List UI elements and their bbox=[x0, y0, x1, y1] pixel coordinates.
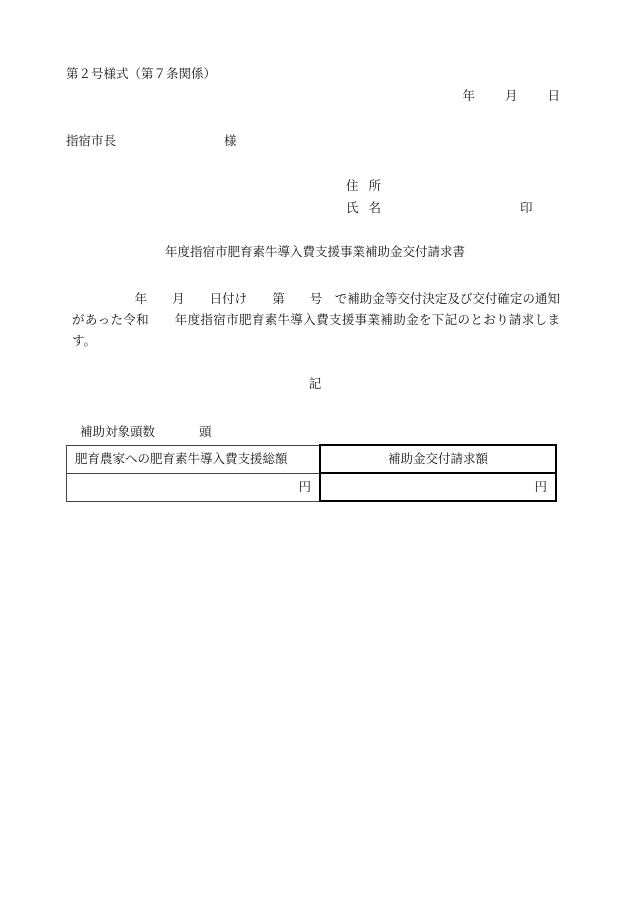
body-paragraph: 年 月 日付け 第 号 で補助金等交付決定及び交付確定の通知があった令和 年度指宿市肥育素牛導入費支援事業補助金を下記のとおり請求します。 bbox=[72, 291, 560, 348]
table-header-row bbox=[67, 445, 557, 473]
date-month: 月 bbox=[504, 88, 518, 103]
head-count bbox=[80, 424, 212, 440]
date-year: 年 bbox=[462, 88, 475, 103]
total-support-amount-cell[interactable]: 円 bbox=[67, 473, 321, 501]
date-day: 日 bbox=[547, 88, 560, 103]
form-number: 第２号様式（第７条関係） bbox=[66, 66, 217, 81]
table-value-row bbox=[67, 473, 557, 501]
addressee bbox=[66, 133, 237, 149]
claim-amount-cell[interactable]: 円 bbox=[320, 473, 556, 501]
ki-heading: 記 bbox=[308, 376, 322, 391]
addressee-honorific: 様 bbox=[224, 133, 237, 148]
head-count-label: 補助対象頭数 bbox=[80, 424, 156, 439]
seal-mark: 印 bbox=[520, 200, 533, 215]
header-total-support: 肥育農家への肥育素牛導入費支援総額 bbox=[67, 445, 321, 473]
address-label: 住所 bbox=[346, 178, 392, 193]
addressee-name: 指宿市長 bbox=[66, 133, 117, 148]
name-label: 氏名 bbox=[346, 200, 392, 215]
date-line bbox=[462, 88, 560, 104]
document-title: 年度指宿市肥育素牛導入費支援事業補助金交付請求書 bbox=[164, 244, 465, 259]
header-claim-amount: 補助金交付請求額 bbox=[320, 445, 556, 473]
head-count-unit: 頭 bbox=[199, 424, 212, 439]
amounts-table bbox=[66, 444, 557, 502]
